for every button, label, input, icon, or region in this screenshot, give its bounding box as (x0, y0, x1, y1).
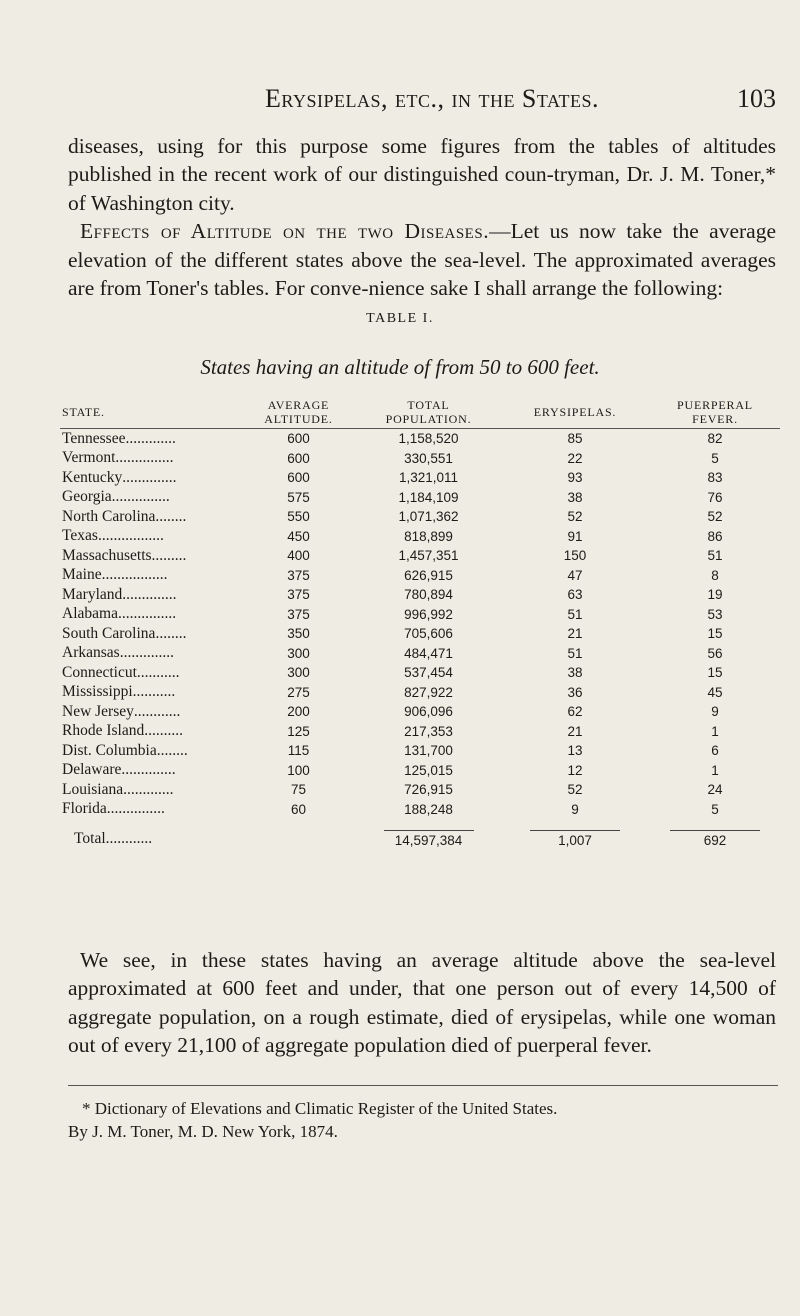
state-name: Alabama (62, 605, 118, 623)
cell-state (60, 507, 240, 527)
header-state: STATE. (60, 398, 240, 429)
state-name: Maryland (62, 585, 123, 603)
total-population: 14,597,384 (384, 830, 474, 848)
cell-population: 818,899 (404, 528, 453, 544)
cell-erysipelas: 93 (567, 470, 583, 486)
cell-population: 484,471 (404, 645, 453, 661)
cell-state (60, 488, 240, 508)
table-body (60, 429, 780, 820)
dot-leader: ........ (155, 624, 187, 642)
table-row (60, 546, 780, 566)
cell-state (60, 644, 240, 664)
paragraph-intro-text: diseases, using for this purpose some figures from the tables of altitudes published in the recent work of our distinguished coun-tryman, Dr. J. M. Toner,* of Washington city. (68, 134, 776, 215)
table-row (60, 527, 780, 547)
cell-state (60, 527, 240, 547)
state-name: New Jersey (62, 702, 134, 720)
table-row (60, 605, 780, 625)
cell-erysipelas: 13 (567, 743, 583, 759)
cell-altitude: 75 (290, 782, 307, 798)
cell-altitude: 600 (287, 431, 310, 447)
state-name: Arkansas (62, 644, 120, 662)
state-name: Maine (62, 566, 102, 584)
table-row (60, 429, 780, 449)
cell-puerperal: 19 (707, 587, 723, 603)
running-head (88, 84, 776, 124)
dot-leader: ......... (151, 546, 187, 564)
dot-leader: ................. (97, 527, 164, 545)
cell-puerperal: 24 (707, 782, 723, 798)
state-name: Texas (62, 527, 98, 545)
state-name: Delaware (62, 761, 122, 779)
cell-state (60, 605, 240, 625)
cell-state (60, 663, 240, 683)
cell-puerperal: 56 (707, 645, 723, 661)
cell-puerperal: 83 (707, 470, 723, 486)
cell-puerperal: 15 (707, 665, 723, 681)
data-table (60, 398, 780, 849)
dot-leader: ............ (133, 702, 181, 720)
cell-erysipelas: 150 (563, 548, 587, 564)
table-row (60, 624, 780, 644)
cell-erysipelas: 38 (567, 489, 583, 505)
section-paragraph (68, 217, 776, 302)
section-text: —Let us now take the average elevation of the different states above the sea-level. The approximated averages are from Toner's tables. For conve-nience sake I shall arrange the following: (68, 219, 777, 301)
dot-leader: ............. (125, 429, 176, 447)
cell-state (60, 546, 240, 566)
table-row (60, 468, 780, 488)
total-population-cell (357, 819, 500, 849)
cell-altitude: 450 (287, 528, 310, 544)
state-name: Tennessee (62, 429, 126, 447)
header-puerperal-line1: PUERPERAL (677, 398, 753, 412)
cell-erysipelas: 21 (567, 723, 583, 739)
total-puerperal-cell (650, 819, 780, 849)
table-row (60, 663, 780, 683)
cell-puerperal: 15 (707, 626, 723, 642)
cell-population: 1,158,520 (398, 431, 459, 447)
state-name: Mississippi (62, 683, 133, 701)
cell-state (60, 566, 240, 586)
cell-altitude: 600 (287, 470, 310, 486)
dot-leader: ........... (136, 663, 180, 681)
cell-puerperal: 8 (711, 567, 719, 583)
cell-population: 217,353 (404, 723, 453, 739)
table-row (60, 800, 780, 820)
cell-puerperal: 1 (711, 762, 719, 778)
cell-altitude: 100 (287, 762, 310, 778)
cell-erysipelas: 9 (571, 801, 579, 817)
cell-state (60, 722, 240, 742)
total-altitude-cell (240, 819, 357, 849)
cell-puerperal: 52 (707, 509, 723, 525)
cell-puerperal: 1 (711, 723, 719, 739)
cell-altitude: 350 (287, 626, 310, 642)
cell-erysipelas: 85 (567, 431, 583, 447)
cell-state (60, 761, 240, 781)
cell-altitude: 600 (287, 450, 310, 466)
state-name: North Carolina (62, 507, 156, 525)
cell-erysipelas: 21 (567, 626, 583, 642)
dot-leader: ............ (105, 830, 153, 847)
cell-altitude: 275 (287, 684, 310, 700)
cell-population: 537,454 (404, 665, 453, 681)
cell-population: 780,894 (404, 587, 453, 603)
table-row (60, 585, 780, 605)
state-name: Vermont (62, 449, 116, 467)
cell-population: 827,922 (404, 684, 453, 700)
state-name: Massachusetts (62, 546, 152, 564)
table-row (60, 566, 780, 586)
header-population-line2: POPULATION. (385, 412, 472, 426)
paragraph-intro (68, 132, 776, 302)
dot-leader: ........ (155, 507, 187, 525)
table-row (60, 702, 780, 722)
table-row (60, 741, 780, 761)
dot-leader: ............... (111, 488, 170, 506)
cell-state (60, 741, 240, 761)
cell-puerperal: 86 (707, 528, 723, 544)
table-row (60, 722, 780, 742)
dot-leader: ................. (101, 566, 168, 584)
header-erysipelas: ERYSIPELAS. (500, 398, 650, 429)
dot-leader: .......... (144, 722, 183, 740)
cell-state (60, 800, 240, 820)
cell-population: 705,606 (404, 626, 453, 642)
table-total-row (60, 819, 780, 849)
cell-population: 996,992 (404, 606, 453, 622)
cell-state (60, 683, 240, 703)
cell-state (60, 585, 240, 605)
footnote-line1: * Dictionary of Elevations and Climatic Register of the United States. (82, 1099, 558, 1118)
footnote-rule (68, 1085, 778, 1086)
cell-erysipelas: 52 (567, 509, 583, 525)
cell-state (60, 624, 240, 644)
cell-altitude: 375 (287, 587, 310, 603)
total-label-cell (60, 819, 240, 849)
state-name: Georgia (62, 488, 112, 506)
state-name: Rhode Island (62, 722, 145, 740)
cell-altitude: 400 (287, 548, 310, 564)
header-altitude-line1: AVERAGE (267, 398, 330, 412)
cell-erysipelas: 91 (567, 528, 583, 544)
header-population (357, 398, 500, 429)
header-puerperal-line2: FEVER. (692, 412, 738, 426)
header-population-line1: TOTAL (407, 398, 450, 412)
cell-population: 626,915 (404, 567, 453, 583)
state-name: South Carolina (62, 624, 156, 642)
cell-altitude: 300 (287, 665, 310, 681)
state-name: Louisiana (62, 780, 124, 798)
running-title: Erysipelas, etc., in the States. (265, 84, 599, 113)
cell-altitude: 60 (290, 801, 307, 817)
dot-leader: .............. (119, 644, 174, 662)
cell-erysipelas: 52 (567, 782, 583, 798)
page-number: 103 (737, 84, 776, 113)
paragraph-conclusion-text: We see, in these states having an average altitude above the sea-level approximated at 600 feet and under, that one person out of every 14,500 of aggregate population, on a rough estimate, died of erysipelas, while one woman out of every 21,100 of aggregate population died of puerperal fever. (68, 948, 776, 1058)
table-row (60, 488, 780, 508)
cell-erysipelas: 51 (567, 645, 583, 661)
cell-population: 125,015 (404, 762, 453, 778)
table-label: TABLE I. (366, 311, 434, 326)
dot-leader: ........... (132, 683, 176, 701)
footnote-line2: By J. M. Toner, M. D. New York, 1874. (68, 1122, 338, 1141)
dot-leader: ............. (123, 780, 174, 798)
cell-erysipelas: 22 (567, 450, 583, 466)
header-puerperal (650, 398, 780, 429)
table-caption: States having an altitude of from 50 to 600 feet. (200, 355, 600, 379)
dot-leader: ........ (156, 741, 188, 759)
cell-population: 330,551 (404, 450, 453, 466)
table-row (60, 683, 780, 703)
table-row (60, 644, 780, 664)
section-heading: Effects of Altitude on the two Diseases. (80, 219, 490, 244)
dot-leader: .............. (122, 468, 177, 486)
cell-erysipelas: 51 (567, 606, 583, 622)
cell-puerperal: 51 (707, 548, 723, 564)
altitude-table (60, 398, 780, 849)
cell-puerperal: 76 (707, 489, 723, 505)
dot-leader: .............. (121, 761, 176, 779)
cell-population: 131,700 (404, 743, 453, 759)
total-puerperal: 692 (670, 830, 760, 848)
state-name: Connecticut (62, 663, 137, 681)
cell-erysipelas: 62 (567, 704, 583, 720)
cell-erysipelas: 47 (567, 567, 583, 583)
cell-population: 188,248 (404, 801, 453, 817)
cell-altitude: 125 (287, 723, 310, 739)
cell-population: 726,915 (404, 782, 453, 798)
cell-population: 1,184,109 (398, 489, 459, 505)
table-row (60, 449, 780, 469)
cell-erysipelas: 63 (567, 587, 583, 603)
cell-erysipelas: 36 (567, 684, 583, 700)
cell-population: 906,096 (404, 704, 453, 720)
cell-population: 1,321,011 (398, 470, 459, 486)
cell-puerperal: 5 (711, 450, 719, 466)
cell-population: 1,457,351 (398, 548, 459, 564)
cell-altitude: 375 (287, 606, 310, 622)
cell-altitude: 300 (287, 645, 310, 661)
total-erysipelas-cell (500, 819, 650, 849)
cell-puerperal: 5 (711, 801, 719, 817)
table-header-row (60, 398, 780, 429)
state-name: Dist. Columbia (62, 741, 157, 759)
cell-altitude: 375 (287, 567, 310, 583)
dot-leader: ............... (115, 449, 174, 467)
dot-leader: ............... (106, 800, 165, 818)
cell-state (60, 468, 240, 488)
total-label: Total (74, 830, 106, 847)
footnote (68, 1097, 776, 1143)
cell-erysipelas: 12 (567, 762, 583, 778)
total-erysipelas: 1,007 (530, 830, 620, 848)
cell-state (60, 702, 240, 722)
table-row (60, 761, 780, 781)
cell-puerperal: 82 (707, 431, 723, 447)
cell-altitude: 550 (287, 509, 310, 525)
dot-leader: .............. (122, 585, 177, 603)
header-altitude (240, 398, 357, 429)
cell-state (60, 429, 240, 449)
state-name: Florida (62, 800, 107, 818)
cell-state (60, 449, 240, 469)
cell-altitude: 200 (287, 704, 310, 720)
cell-population: 1,071,362 (398, 509, 459, 525)
state-name: Kentucky (62, 468, 123, 486)
cell-puerperal: 45 (707, 684, 723, 700)
paragraph-conclusion (68, 946, 776, 1060)
cell-erysipelas: 38 (567, 665, 583, 681)
cell-puerperal: 9 (711, 704, 719, 720)
table-row (60, 507, 780, 527)
cell-state (60, 780, 240, 800)
header-altitude-line2: ALTITUDE. (264, 412, 333, 426)
cell-altitude: 115 (287, 743, 310, 759)
cell-puerperal: 53 (707, 606, 723, 622)
table-row (60, 780, 780, 800)
dot-leader: ............... (117, 605, 177, 623)
cell-puerperal: 6 (711, 743, 719, 759)
cell-altitude: 575 (287, 489, 310, 505)
